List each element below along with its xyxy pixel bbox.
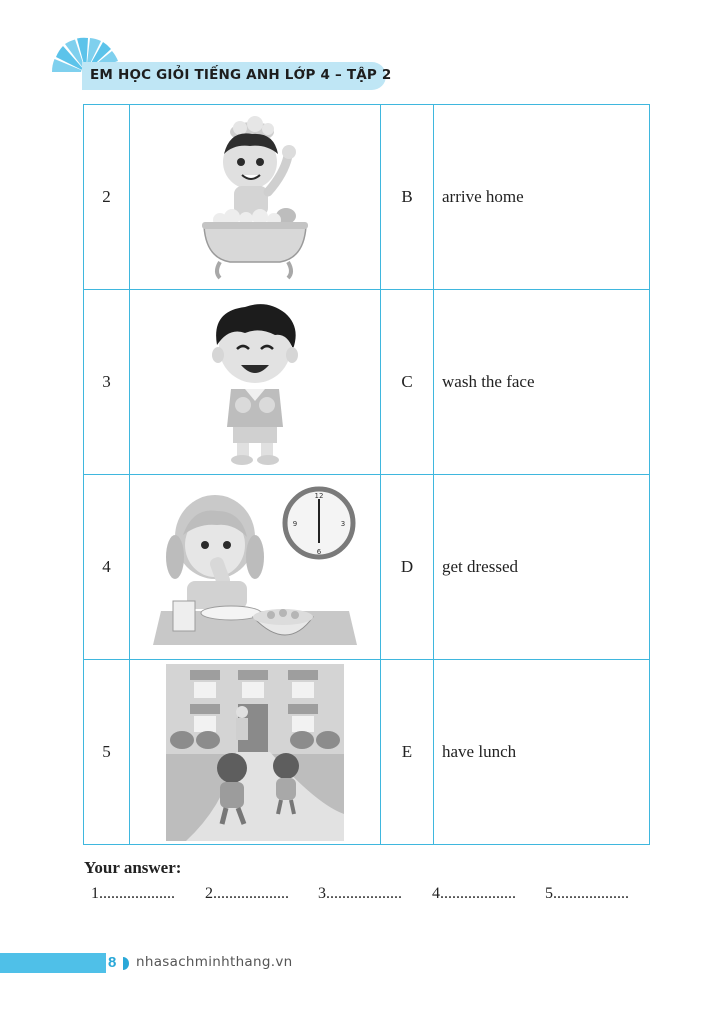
table-row: [84, 475, 650, 660]
svg-text:12: 12: [314, 492, 324, 500]
table-row: [84, 290, 650, 475]
option-letter: E: [381, 660, 434, 845]
item-number: 5: [84, 660, 130, 845]
item-number: 2: [84, 105, 130, 290]
option-letter: C: [381, 290, 434, 475]
girl-eating-with-clock-icon: [153, 485, 357, 649]
matching-table: [83, 104, 650, 845]
answer-label: Your answer:: [84, 858, 182, 877]
children-arriving-home-icon: [166, 664, 344, 841]
answer-blank-1[interactable]: 1...................: [91, 885, 175, 902]
item-number: 4: [84, 475, 130, 660]
option-phrase: get dressed: [434, 475, 650, 660]
svg-text:6: 6: [316, 548, 322, 556]
svg-text:3: 3: [340, 520, 346, 528]
website-url: nhasachminhthang.vn: [136, 954, 293, 970]
option-phrase: have lunch: [434, 660, 650, 845]
boy-bathing-icon: [200, 112, 310, 282]
answer-blank-2[interactable]: 2...................: [205, 885, 289, 902]
answer-blank-3[interactable]: 3...................: [318, 885, 402, 902]
option-phrase: wash the face: [434, 290, 650, 475]
page-number: 8: [108, 954, 117, 971]
boy-smiling-icon: [205, 297, 305, 467]
option-phrase: arrive home: [434, 105, 650, 290]
table-row: [84, 105, 650, 290]
answer-blanks: [0, 885, 726, 907]
half-circle-icon: [122, 957, 130, 970]
footer-bar: [0, 953, 106, 973]
item-number: 3: [84, 290, 130, 475]
answer-blank-5[interactable]: 5...................: [545, 885, 629, 902]
answer-blank-4[interactable]: 4...................: [432, 885, 516, 902]
svg-text:9: 9: [292, 520, 298, 528]
option-letter: B: [381, 105, 434, 290]
option-letter: D: [381, 475, 434, 660]
book-title: EM HỌC GIỎI TIẾNG ANH LỚP 4 – TẬP 2: [90, 67, 392, 83]
table-row: [84, 660, 650, 845]
